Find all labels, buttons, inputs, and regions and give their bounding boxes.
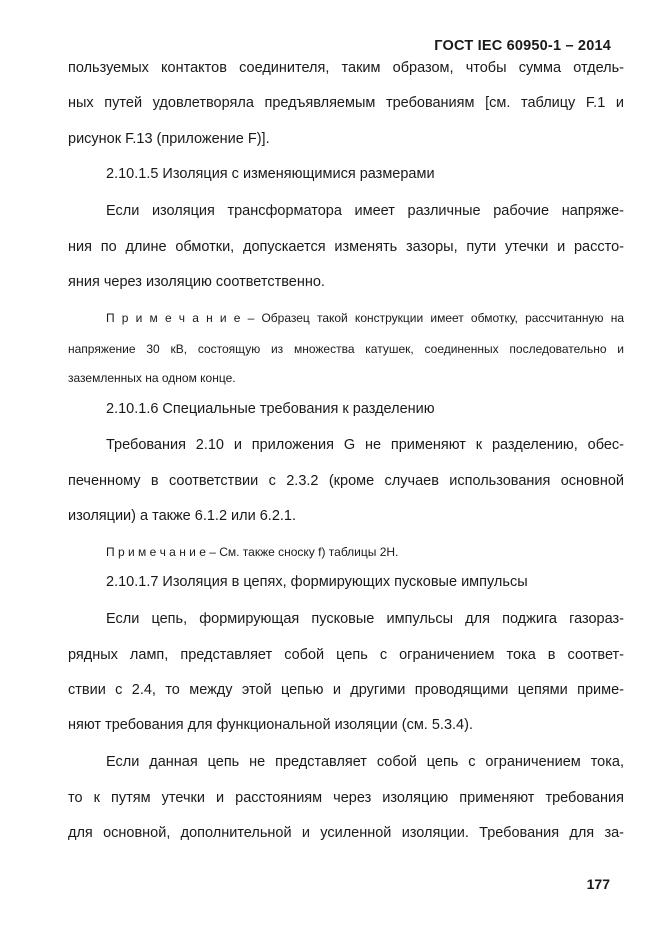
- note-line: напряжение 30 кВ, состоящую из множества катушек, соединенных последовательно и: [68, 342, 624, 356]
- section-heading: 2.10.1.5 Изоляция с изменяющимися размерами: [106, 166, 435, 182]
- section-heading: 2.10.1.7 Изоляция в цепях, формирующих пусковые импульсы: [106, 574, 528, 590]
- body-line: для основной, дополнительной и усиленной изоляции. Требования для за-: [68, 825, 624, 841]
- body-line: Если данная цепь не представляет собой цепь с ограничением тока,: [106, 754, 624, 770]
- body-line: пользуемых контактов соединителя, таким образом, чтобы сумма отдель-: [68, 60, 624, 76]
- body-line: ния по длине обмотки, допускается изменять зазоры, пути утечки и рассто-: [68, 239, 624, 255]
- body-line: няют требования для функциональной изоляции (см. 5.3.4).: [68, 717, 473, 733]
- body-line: печенному в соответствии с 2.3.2 (кроме случаев использования основной: [68, 473, 624, 489]
- body-line: Если изоляция трансформатора имеет различные рабочие напряже-: [106, 203, 624, 219]
- document-header: ГОСТ IEC 60950-1 – 2014: [434, 38, 611, 54]
- body-line: ных путей удовлетворяла предъявляемым требованиям [см. таблицу F.1 и: [68, 95, 624, 111]
- body-line: рисунок F.13 (приложение F)].: [68, 131, 270, 147]
- note-line: заземленных на одном конце.: [68, 371, 236, 385]
- body-line: рядных ламп, представляет собой цепь с ограничением тока в соответ-: [68, 647, 624, 663]
- body-line: ствии с 2.4, то между этой цепью и другими проводящими цепями приме-: [68, 682, 624, 698]
- body-line: Если цепь, формирующая пусковые импульсы для поджига газораз-: [106, 611, 624, 627]
- body-line: Требования 2.10 и приложения G не применяют к разделению, обес-: [106, 437, 624, 453]
- body-line: то к путям утечки и расстояниям через изоляцию применяют требования: [68, 790, 624, 806]
- body-line: яния через изоляцию соответственно.: [68, 274, 325, 290]
- section-heading: 2.10.1.6 Специальные требования к разделению: [106, 401, 435, 417]
- page-number: 177: [586, 876, 610, 892]
- note-line: П р и м е ч а н и е – Образец такой конструкции имеет обмотку, рассчитанную на: [106, 311, 624, 325]
- body-line: изоляции) а также 6.1.2 или 6.2.1.: [68, 508, 297, 524]
- note-line: П р и м е ч а н и е – См. также сноску f) таблицы 2Н.: [106, 545, 399, 559]
